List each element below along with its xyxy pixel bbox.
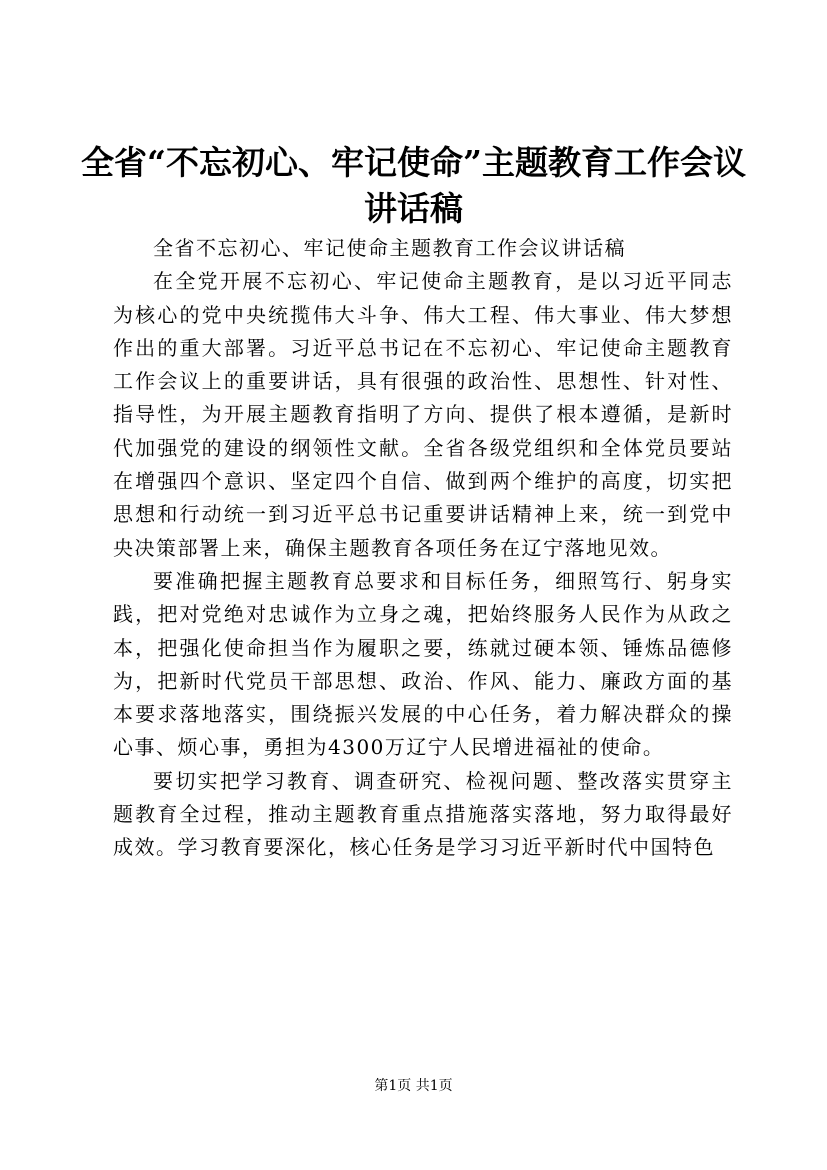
page-number-footer: 第1页 共1页 [374, 1078, 453, 1094]
document-body [113, 232, 733, 865]
paragraph-subtitle: 全省不忘初心、牢记使命主题教育工作会议讲话稿 [153, 236, 626, 260]
paragraph: 要切实把学习教育、调查研究、检视问题、整改落实贯穿主题教育全过程，推动主题教育重点措施落实落地，努力取得最好成效。学习教育要深化，核心任务是学习习近平新时代中国特色 [113, 768, 733, 860]
paragraph: 要准确把握主题教育总要求和目标任务，细照笃行、躬身实践，把对党绝对忠诚作为立身之魂，把始终服务人民作为从政之本，把强化使命担当作为履职之要，练就过硬本领、锤炼品德修为，把新时代党员干部思想、政治、作风、能力、廉政方面的基本要求落地落实，围绕振兴发展的中心任务，着力解决群众的操心事、烦心事，勇担为4300万辽宁人民增进福祉的使命。 [113, 568, 733, 760]
document-title: 全省“不忘初心、牢记使命”主题教育工作会议讲话稿 [81, 143, 746, 228]
paragraph: 在全党开展不忘初心、牢记使命主题教育，是以习近平同志为核心的党中央统揽伟大斗争、伟大工程、伟大事业、伟大梦想作出的重大部署。习近平总书记在不忘初心、牢记使命主题教育工作会议上的重要讲话，具有很强的政治性、思想性、针对性、指导性，为开展主题教育指明了方向、提供了根本遵循，是新时代加强党的建设的纲领性文献。全省各级党组织和全体党员要站在增强四个意识、坚定四个自信、做到两个维护的高度，切实把思想和行动统一到习近平总书记重要讲话精神上来，统一到党中央决策部署上来，确保主题教育各项任务在辽宁落地见效。 [113, 269, 733, 560]
